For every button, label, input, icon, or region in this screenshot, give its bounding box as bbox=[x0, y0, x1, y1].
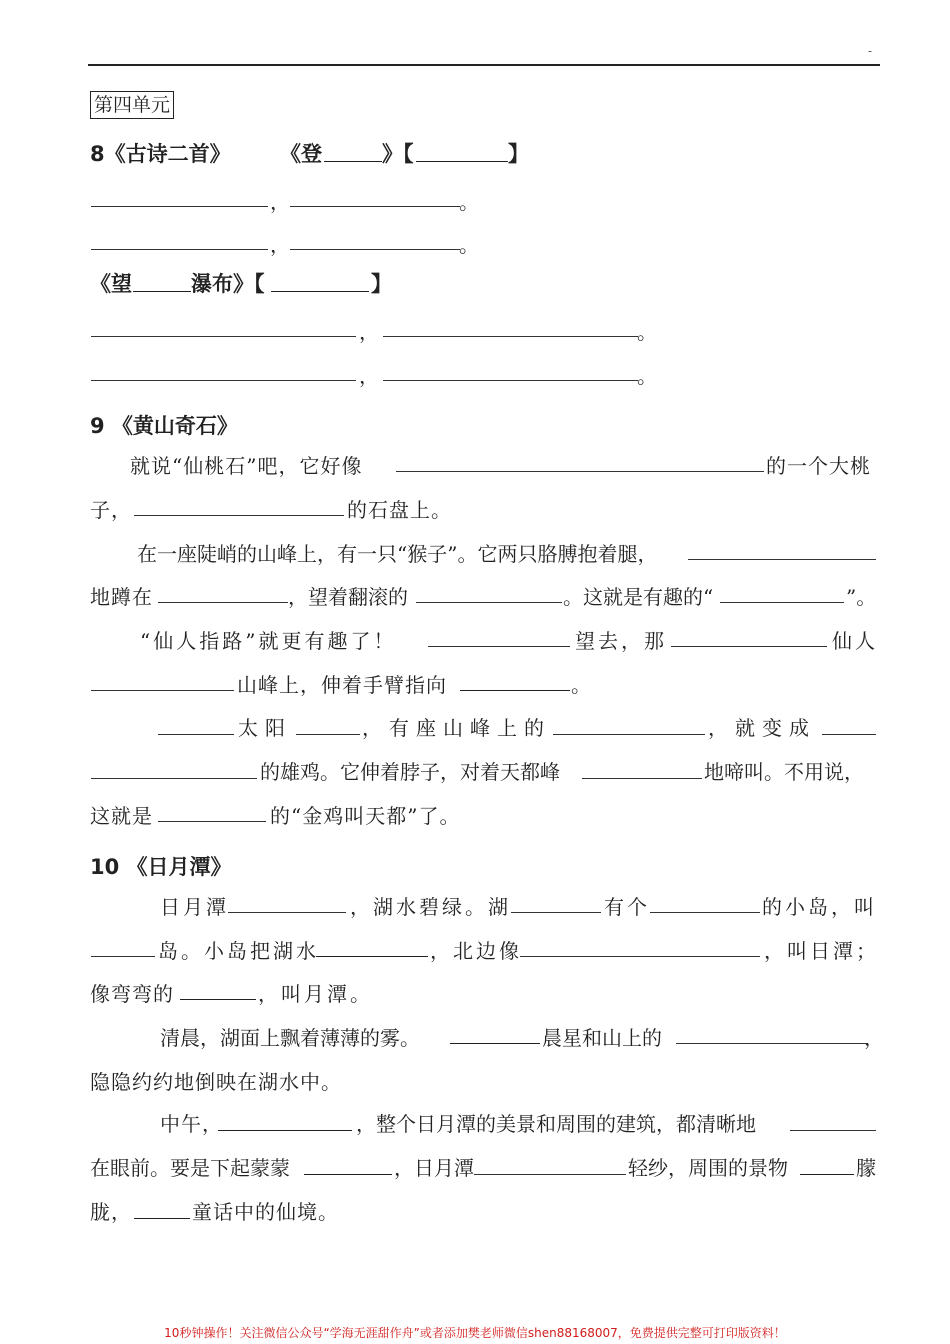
s10p2-d: 隐隐约约地倒映在湖水中。 bbox=[90, 1070, 342, 1094]
blank-line[interactable] bbox=[91, 956, 155, 957]
s9p1-d: 的石盘上。 bbox=[347, 498, 452, 522]
blank-line[interactable] bbox=[428, 646, 570, 647]
blank-poem1-author[interactable] bbox=[416, 161, 508, 162]
blank-line[interactable] bbox=[91, 336, 356, 337]
blank-line[interactable] bbox=[158, 821, 266, 822]
s9p3-b: 望去，那 bbox=[575, 629, 667, 653]
blank-line[interactable] bbox=[228, 912, 346, 913]
period: 。 bbox=[637, 320, 658, 344]
s10p1-a: 日月潭 bbox=[160, 895, 229, 919]
blank-line[interactable] bbox=[91, 249, 268, 250]
blank-line[interactable] bbox=[91, 206, 268, 207]
s9p2-e: ”。 bbox=[846, 585, 877, 609]
poem1-open: 《登 bbox=[280, 142, 322, 166]
section10-title: 10 《日月潭》 bbox=[90, 855, 232, 879]
s10p1-f: ，北边像 bbox=[430, 939, 522, 963]
s9p4-d: 的雄鸡。它伸着脖子，对着天都峰 bbox=[260, 760, 560, 784]
s9p4-f: 这就是 bbox=[90, 804, 153, 828]
poem1-close: 》【 bbox=[382, 142, 414, 166]
poem2-end: 】 bbox=[371, 272, 392, 296]
s9p4-b: ，有座山峰上的 bbox=[362, 716, 551, 740]
section8-title: 8《古诗二首》 bbox=[90, 142, 231, 166]
header-rule bbox=[88, 64, 880, 66]
s10p3-d: ，日月潭 bbox=[394, 1156, 474, 1180]
blank-poem1-name[interactable] bbox=[324, 161, 382, 162]
s10p1-g: ，叫日潭； bbox=[764, 939, 879, 963]
s9p2-a: 在一座陡峭的山峰上，有一只“猴子”。它两只胳膊抱着腿， bbox=[137, 542, 658, 566]
poem2-open: 《望 bbox=[90, 272, 132, 296]
blank-line[interactable] bbox=[520, 956, 760, 957]
blank-line[interactable] bbox=[671, 646, 827, 647]
period: 。 bbox=[459, 190, 480, 214]
blank-line[interactable] bbox=[91, 778, 257, 779]
blank-line[interactable] bbox=[134, 1218, 190, 1219]
s10p3-a: 中午， bbox=[160, 1112, 223, 1136]
comma: ， bbox=[270, 190, 291, 214]
blank-line[interactable] bbox=[383, 380, 638, 381]
s10p2-a: 清晨，湖面上飘着薄薄的雾。 bbox=[160, 1026, 420, 1050]
s9p4-e: 地啼叫。不用说， bbox=[704, 760, 864, 784]
section9-title: 9 《黄山奇石》 bbox=[90, 414, 238, 438]
blank-line[interactable] bbox=[218, 1130, 352, 1131]
blank-line[interactable] bbox=[553, 734, 705, 735]
s9p3-a: “仙人指路”就更有趣了！ bbox=[140, 629, 397, 653]
s9p2-c: ，望着翻滚的 bbox=[288, 585, 408, 609]
blank-line[interactable] bbox=[511, 912, 601, 913]
s10p2-c: ， bbox=[864, 1026, 885, 1050]
s9p2-b: 地蹲在 bbox=[90, 585, 153, 609]
comma: ， bbox=[359, 320, 380, 344]
comma: ， bbox=[270, 233, 291, 257]
blank-line[interactable] bbox=[158, 602, 288, 603]
blank-line[interactable] bbox=[383, 336, 638, 337]
period: 。 bbox=[459, 233, 480, 257]
blank-line[interactable] bbox=[720, 602, 844, 603]
blank-line[interactable] bbox=[460, 690, 570, 691]
blank-line[interactable] bbox=[91, 690, 234, 691]
blank-line[interactable] bbox=[290, 206, 460, 207]
comma: ， bbox=[359, 364, 380, 388]
s10p3-b: ，整个日月潭的美景和周围的建筑，都清晰地 bbox=[356, 1112, 756, 1136]
s9p2-d: 。这就是有趣的“ bbox=[563, 585, 714, 609]
s10p3-e: 轻纱，周围的景物 bbox=[628, 1156, 788, 1180]
s10p3-g: 胧， bbox=[90, 1200, 132, 1224]
blank-line[interactable] bbox=[676, 1043, 866, 1044]
blank-poem2-name[interactable] bbox=[133, 291, 191, 292]
poem1-end: 】 bbox=[508, 142, 529, 166]
s10p1-b: ，湖水碧绿。湖 bbox=[350, 895, 511, 919]
blank-line[interactable] bbox=[790, 1130, 876, 1131]
s10p3-f: 朦 bbox=[856, 1156, 877, 1180]
blank-poem2-author[interactable] bbox=[271, 291, 369, 292]
blank-line[interactable] bbox=[180, 999, 256, 1000]
blank-line[interactable] bbox=[800, 1174, 854, 1175]
blank-line[interactable] bbox=[316, 956, 428, 957]
s9p1-b: 的一个大桃 bbox=[766, 454, 871, 478]
s10p1-e: 岛。小岛把湖水 bbox=[158, 939, 319, 963]
blank-line[interactable] bbox=[416, 602, 562, 603]
blank-line[interactable] bbox=[296, 734, 360, 735]
unit-label: 第四单元 bbox=[90, 91, 174, 119]
s9p4-c: ，就变成 bbox=[708, 716, 816, 740]
footer-notice: 10秒钟操作！关注微信公众号“学海无涯甜作舟”或者添加樊老师微信shen88168007，免费提供完整可打印版资料！ bbox=[164, 1326, 786, 1340]
s9p3-c: 仙人 bbox=[832, 629, 878, 653]
s9p3-e: 。 bbox=[571, 673, 592, 697]
s10p1-c: 有个 bbox=[604, 895, 650, 919]
s10p1-i: ，叫月潭。 bbox=[258, 982, 373, 1006]
blank-line[interactable] bbox=[474, 1174, 626, 1175]
poem2-mid: 瀑布》【 bbox=[191, 272, 265, 296]
blank-line[interactable] bbox=[650, 912, 760, 913]
blank-line[interactable] bbox=[290, 249, 460, 250]
blank-line[interactable] bbox=[688, 559, 876, 560]
s9p1-a: 就说“仙桃石”吧，它好像 bbox=[130, 454, 363, 478]
s10p3-h: 童话中的仙境。 bbox=[192, 1200, 339, 1224]
s10p3-c: 在眼前。要是下起蒙蒙 bbox=[90, 1156, 290, 1180]
header-mark: - bbox=[868, 44, 873, 58]
blank-line[interactable] bbox=[134, 515, 344, 516]
blank-line[interactable] bbox=[582, 778, 702, 779]
s9p4-a: 太阳 bbox=[238, 716, 292, 740]
s9p3-d: 山峰上，伸着手臂指向 bbox=[237, 673, 447, 697]
blank-line[interactable] bbox=[396, 471, 764, 472]
s10p2-b: 晨星和山上的 bbox=[542, 1026, 662, 1050]
blank-line[interactable] bbox=[91, 380, 356, 381]
s9p4-g: 的“金鸡叫天都”了。 bbox=[270, 804, 461, 828]
period: 。 bbox=[637, 364, 658, 388]
s10p1-h: 像弯弯的 bbox=[90, 982, 174, 1006]
blank-line[interactable] bbox=[450, 1043, 540, 1044]
s9p1-c: 子， bbox=[90, 498, 132, 522]
blank-line[interactable] bbox=[304, 1174, 392, 1175]
blank-line[interactable] bbox=[822, 734, 876, 735]
s10p1-d: 的小岛，叫 bbox=[762, 895, 877, 919]
blank-line[interactable] bbox=[158, 734, 234, 735]
